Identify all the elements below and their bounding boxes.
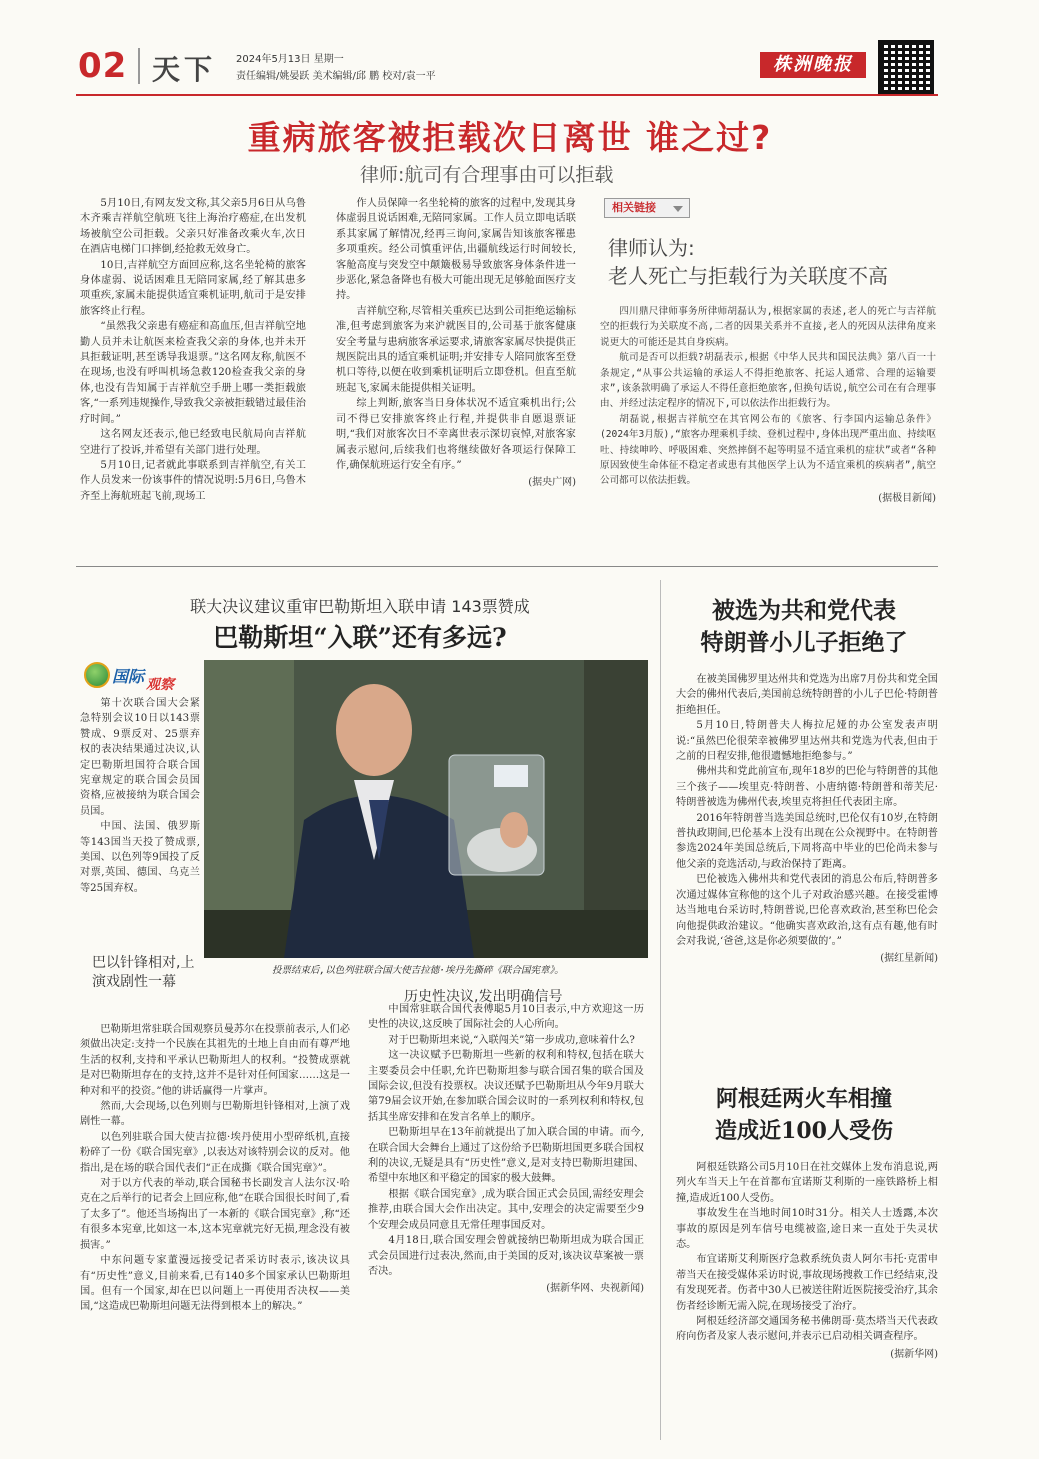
paragraph: 2016年特朗普当选美国总统时,巴伦仅有10岁,在特朗普执政期间,巴伦基本上没有出现在公众视野中。在特朗普参选2024年美国总统后,下周将高中毕业的巴伦尚未参与他父亲的竞选活动,与政治保持了距离。 (676, 812, 938, 870)
paragraph: 5月10日,有网友发文称,其父亲5月6日从乌鲁木齐乘吉祥航空航班飞往上海治疗癌症,在出发机场被航空公司拒载。父亲只好准备改乘火车,次日在酒店电梯门口摔倒,经抢救无效身亡。 (80, 198, 306, 256)
photo-caption: 投票结束后,以色列驻联合国大使吉拉德·埃丹先撕碎《联合国宪章》。 (272, 965, 564, 976)
story2-column-b (368, 1002, 644, 1294)
paragraph: 在被美国佛罗里达州共和党选为出席7月份共和党全国大会的佛州代表后,美国前总统特朗普的小儿子巴伦·特朗普拒绝担任。 (676, 674, 938, 716)
story2-kicker: 联大决议建议重审巴勒斯坦入联申请 143票赞成 (190, 597, 530, 616)
paragraph: 第十次联合国大会紧急特别会议10日以143票赞成、9票反对、25票弃权的表决结果通过决议,认定巴勒斯坦国符合联合国宪章规定的联合国会员国资格,应被接纳为联合国会员国。 (80, 698, 200, 817)
badge-label: 国际 (112, 667, 145, 686)
story2-column-a (80, 1022, 350, 1315)
editor-credits: 责任编辑/姚晏跃 美术编辑/邱 鹏 校对/袁一平 (236, 71, 436, 82)
news-photo (204, 660, 648, 958)
source-credit: (据新华网) (890, 1348, 938, 1360)
photo-illustration (204, 660, 648, 958)
paragraph: 巴勒斯坦常驻联合国观察员曼苏尔在投票前表示,人们必须做出决定:支持一个民族在其祖先的土地上自由而有尊严地生活的权利,支持和平承认巴勒斯坦人的权利。“投赞成票就是对巴勒斯坦存在的支持,这并不是针对任何国家……这是一种对和平的投资。”他的讲话赢得一片掌声。 (80, 1024, 350, 1097)
paragraph: 对于巴勒斯坦来说,“入联闯关”第一步成功,意味着什么? (388, 1034, 635, 1046)
story1-subheadline: 律师:航司有合理事由可以拒载 (360, 164, 614, 186)
paragraph: 巴伦被选入佛州共和党代表团的消息公布后,特朗普多次通过媒体宣称他的这个儿子对政治感兴趣。在接受霍博达当地电台采访时,特朗普说,巴伦喜欢政治,甚至称巴伦会向他提供政治建议。“他确实喜欢政治,这有点有趣,他有时会对我说,‘爸爸,这是你必须要做的’。” (676, 874, 938, 947)
paragraph: 胡磊说,根据吉祥航空在其官网公布的《旅客、行李国内运输总条件》(2024年3月版),“旅客办理乘机手续、登机过程中,身体出现严重出血、持续呕吐、持续呻吟、呼吸困难、突然摔倒不起等明显不适宜乘机的症状”或者“各种原因致使生命体征不稳定者或患有其他医学上认为不适宜乘机的疾病者”,航空公司都可以依法拒载。 (600, 413, 936, 487)
page-number: 02 (78, 46, 128, 86)
related-link-title: 律师认为: (608, 236, 695, 260)
paragraph: 5月10日,特朗普夫人梅拉尼娅的办公室发表声明说:“虽然巴伦很荣幸被佛罗里达州共和党选为代表,但由于之前的日程安排,他很遗憾地拒绝参与。” (676, 720, 938, 763)
story4-headline-line2: 造成近100人受伤 (715, 1118, 893, 1144)
source-credit: (据红星新闻) (880, 953, 938, 965)
related-link-label: 相关链接 (612, 201, 656, 214)
story1-column-3 (600, 304, 936, 504)
paragraph: 巴勒斯坦早在13年前就提出了加入联合国的申请。而今,在联合国大会舞台上通过了这份给予巴勒斯坦国更多联合国权利的决议,无疑是具有“历史性”意义,是对支持巴勒斯坦建国、希望中东地区和平稳定的国家的极大鼓舞。 (368, 1127, 644, 1185)
paragraph: 这一决议赋予巴勒斯坦一些新的权利和特权,包括在联大主要委员会中任职,允许巴勒斯坦参与联合国召集的联合国及国际会议,但没有投票权。决议还赋予巴勒斯坦从今年9月联大第79届会议开始,在参加联合国会议时的一系列权利和特权,包括其坐席安排和在发言名单上的顺序。 (368, 1050, 644, 1123)
section-divider (76, 566, 938, 567)
paragraph: 以色列驻联合国大使吉拉德·埃丹使用小型碎纸机,直接粉碎了一份《联合国宪章》,以表达对该特别会议的反对。他指出,是在场的联合国代表们“正在成撕《联合国宪章》”。 (80, 1131, 350, 1174)
related-link-subtitle: 老人死亡与拒载行为关联度不高 (608, 264, 888, 288)
paragraph: 四川鼎尺律师事务所律师胡磊认为,根据家属的表述,老人的死亡与吉祥航空的拒载行为关联度不高,二者的因果关系并不直接,老人的死因从法律角度来说更大的可能还是其自身疾病。 (600, 306, 936, 348)
column-divider (660, 580, 661, 1440)
section-name: 天下 (152, 53, 217, 86)
paragraph: 吉祥航空称,尽管相关重疾已达到公司拒绝运输标准,但考虑到旅客为来沪就医目的,公司基于旅客健康安全考量与患病旅客承运要求,请旅客家属尽快提供正规医院出具的适宜乘机证明;并安排专人陪同旅客至登机口等待,以便在收到乘机证明后立即登机。但直至航班起飞,家属未能提供相关证明。 (336, 305, 576, 394)
paragraph: 航司是否可以拒载?胡磊表示,根据《中华人民共和国民法典》第八百一十条规定,“从事公共运输的承运人不得拒绝旅客、托运人通常、合理的运输要求”,该条款明确了承运人不得任意拒绝旅客,但换句话说,航空公司在有合理事由、并经过法定程序的情况下,可以依法作出拒载行为。 (600, 352, 936, 410)
paragraph: 作人员保障一名坐轮椅的旅客的过程中,发现其身体虚弱且说话困难,无陪同家属。工作人员立即电话联系其家属了解情况,经再三询问,家属告知该旅客罹患多项重疾。经公司慎重评估,出疆航线运行时间较长,客舱高度与突发空中颠簸极易导致旅客身体条件进一步恶化,紧急备降也有极大可能出现无足够舱面医疗支持。 (336, 198, 576, 302)
header-divider (138, 48, 140, 84)
story2-headline: 巴勒斯坦“入联”还有多远? (213, 623, 507, 652)
story3-column (676, 672, 938, 964)
paragraph: 5月10日,记者就此事联系到吉祥航空,有关工作人员发来一份该事件的情况说明:5月6日,乌鲁木齐至上海航班起飞前,现场工 (80, 459, 306, 502)
paragraph: 阿根廷经济部交通国务秘书佛朗哥·莫杰塔当天代表政府向伤者及家人表示慰问,并表示已启动相关调查程序。 (676, 1316, 938, 1343)
globe-icon (84, 662, 110, 688)
paragraph: 综上判断,旅客当日身体状况不适宜乘机出行;公司不得已安排旅客终止行程,并提供非自愿退票证明,“我们对旅客次日不幸离世表示深切哀悼,对旅客家属表示慰问,后续我们也将继续做好各项运行保障工作,确保航班运行安全有序。” (336, 398, 576, 471)
story4-column (676, 1160, 938, 1360)
paragraph: 然而,大会现场,以色列则与巴勒斯坦针锋相对,上演了戏剧性一幕。 (80, 1101, 350, 1128)
story4-headline-line1: 阿根廷两火车相撞 (715, 1086, 892, 1112)
paragraph: 事故发生在当地时间10时31分。相关人士透露,本次事故的原因是列车信号电缆被盗,途日来一直处于失灵状态。 (676, 1208, 938, 1251)
paragraph: 中国、法国、俄罗斯等143国当天投了赞成票,美国、以色列等9国投了反对票,英国、德国、乌克兰等25国弃权。 (80, 821, 200, 894)
qr-code (878, 40, 934, 96)
paragraph: 10日,吉祥航空方面回应称,这名坐轮椅的旅客身体虚弱、说话困难且无陪同家属,经了解其患多项重疾,家属未能提供适宜乘机证明,航司于是安排旅客终止行程。 (80, 259, 306, 317)
related-link-tag (604, 198, 690, 218)
header-rule (76, 94, 938, 96)
paragraph: 4月18日,联合国安理会曾就接纳巴勒斯坦成为联合国正式会员国进行过表决,然而,由于美国的反对,该决议草案被一票否决。 (368, 1235, 644, 1277)
newspaper-logo: 株洲晚报 (760, 52, 866, 78)
paragraph: 阿根廷铁路公司5月10日在社交媒体上发布消息说,两列火车当天上午在首都布宜诺斯艾利斯的一座铁路桥上相撞,造成近100人受伤。 (676, 1162, 938, 1204)
story3-headline-line2: 特朗普小儿子拒绝了 (700, 629, 908, 656)
paragraph: 中东问题专家董漫远接受记者采访时表示,该决议具有“历史性”意义,目前来看,已有140多个国家承认巴勒斯坦国。但有一个国家,却在巴以问题上一再使用否决权——美国,“这造成巴勒斯坦问题无法得到根本上的解决。” (80, 1255, 350, 1313)
pull-quote: 巴以针锋相对,上演戏剧性一幕 (92, 955, 195, 990)
paragraph: “虽然我父亲患有癌症和高血压,但吉祥航空地勤人员并未让航医来检查我父亲的身体,也并未开具拒载证明,甚至诱导我退票。”这名网友称,航医不在现场,也没有呼叫机场急救120检查我父亲的身体,也没有告知属于吉祥航空手册上哪一类拒载旅客,“一系列违规操作,导致我父亲被拒载错过最佳治疗时间。” (80, 321, 306, 425)
story1-column-1 (80, 196, 306, 504)
paragraph: 对于以方代表的举动,联合国秘书长副发言人法尔汉·哈克在之后举行的记者会上回应称,他“在联合国很长时间了,看了太多了”。他还当场掏出了一本新的《联合国宪章》,称“还有很多本宪章,比如这一本,这本宪章就完好无损,理念没有被损害。” (80, 1178, 350, 1251)
paragraph: 中国常驻联合国代表傅聪5月10日表示,中方欢迎这一历史性的决议,这反映了国际社会的人心所向。 (368, 1004, 644, 1031)
story1-column-2 (336, 196, 576, 488)
paragraph: 布宜诺斯艾利斯医疗急救系统负责人阿尔韦托·克雷申蒂当天在接受媒体采访时说,事故现场搜救工作已经结束,没有发现死者。伤者中30人已被送往附近医院接受治疗,其余伤者经诊断无需入院,在现场接受了治疗。 (676, 1254, 938, 1312)
story3-headline-line1: 被选为共和党代表 (712, 597, 896, 624)
badge-label-2: 观察 (146, 677, 174, 693)
source-credit: (据新华网、央视新闻) (546, 1283, 644, 1295)
story2-subhead: 历史性决议,发出明确信号 (404, 989, 563, 1005)
source-credit: (据极目新闻) (878, 492, 936, 504)
source-credit: (据央广网) (528, 477, 576, 489)
paragraph: 这名网友还表示,他已经致电民航局向吉祥航空进行了投诉,并希望有关部门进行处理。 (80, 429, 306, 456)
paragraph: 根据《联合国宪章》,成为联合国正式会员国,需经安理会推荐,由联合国大会作出决定。其中,安理会的决定需要至少9个安理会成员同意且无常任理事国反对。 (368, 1188, 644, 1231)
international-observation-badge (82, 660, 192, 692)
story1-headline: 重病旅客被拒载次日离世 谁之过? (247, 118, 773, 157)
chevron-down-icon (673, 206, 683, 212)
paragraph: 佛州共和党此前宣布,现年18岁的巴伦与特朗普的其他三个孩子——埃里克·特朗普、小唐纳德·特朗普和蒂芙尼·特朗普被选为佛州代表,埃里克将担任代表团主席。 (676, 766, 938, 809)
issue-date: 2024年5月13日 星期一 (236, 54, 344, 65)
story2-lead-column (80, 696, 200, 896)
